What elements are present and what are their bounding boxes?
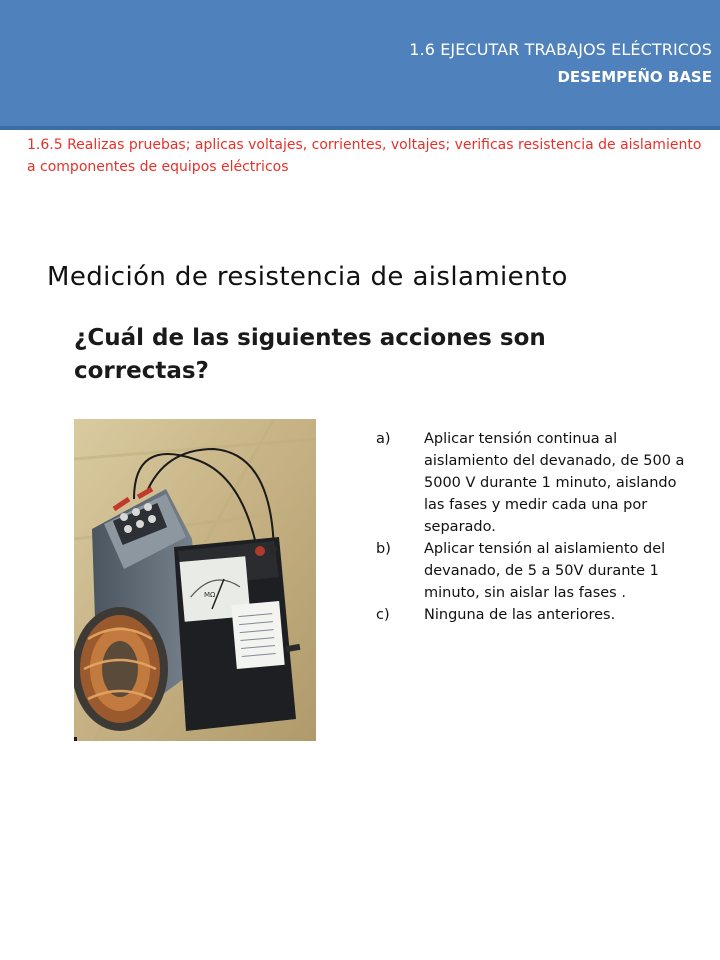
option-text: Aplicar tensión al aislamiento del devanado, de 5 a 50V durante 1 minuto, sin aislar las fases . — [424, 541, 666, 601]
competency-statement: 1.6.5 Realizas pruebas; aplicas voltajes, corrientes, voltajes; verificas resistencia de aislamiento a componentes de equipos eléctricos — [27, 137, 702, 175]
option-text: Ninguna de las anteriores. — [424, 607, 616, 623]
header-banner — [0, 0, 720, 126]
answer-option-c — [376, 604, 686, 626]
answer-option-a — [376, 428, 686, 538]
question-text: ¿Cuál de las siguientes acciones son correctas? — [74, 325, 546, 384]
option-marker: a) — [376, 431, 391, 447]
answer-option-b — [376, 538, 686, 604]
insulation-tester-photo — [74, 419, 316, 741]
stator-winding — [74, 607, 168, 731]
unit-title: 1.6 EJECUTAR TRABAJOS ELÉCTRICOS — [409, 40, 712, 59]
slide-title: Medición de resistencia de aislamiento — [47, 262, 568, 292]
answer-options — [376, 428, 686, 626]
megohmmeter — [174, 537, 300, 731]
meter-scale-label: MΩ — [204, 591, 216, 599]
option-marker: c) — [376, 607, 390, 623]
header-divider — [0, 126, 720, 130]
option-text: Aplicar tensión continua al aislamiento del devanado, de 500 a 5000 V durante 1 minuto, aislando las fases y medir cada una por separado. — [424, 431, 685, 535]
performance-level: DESEMPEÑO BASE — [557, 68, 712, 86]
option-marker: b) — [376, 541, 391, 557]
